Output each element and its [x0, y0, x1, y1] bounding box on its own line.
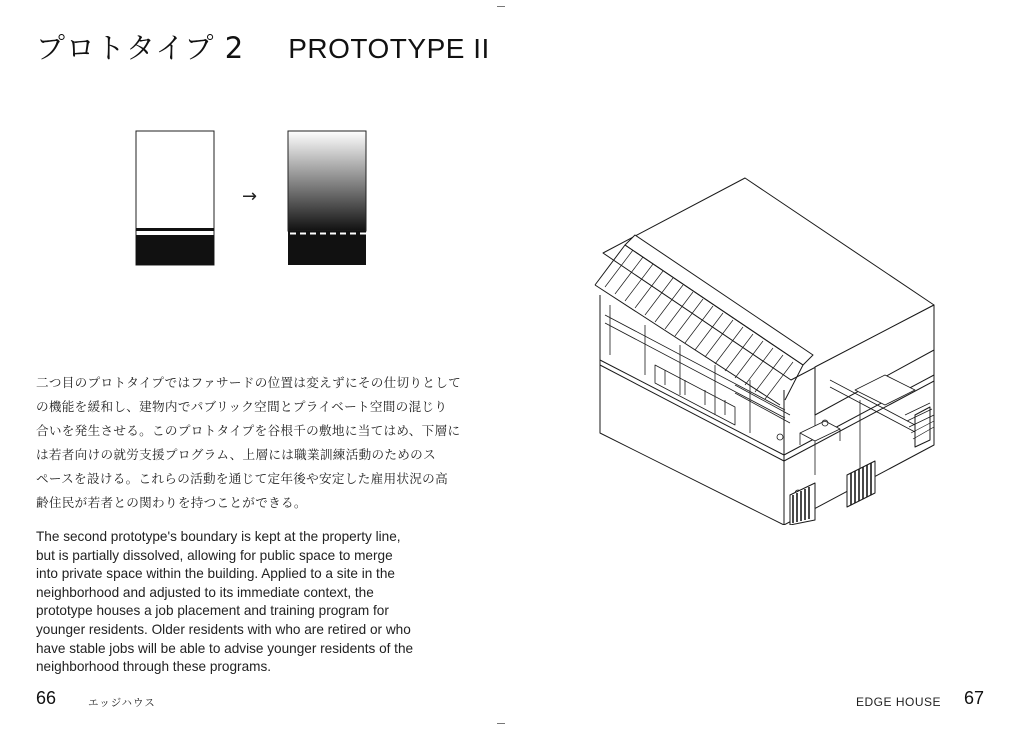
diagram-after [288, 131, 366, 265]
page-number-left: 66 [36, 688, 57, 708]
body-line: prototype houses a job placement and training program for [36, 603, 389, 619]
boundary-line-solid [136, 228, 214, 231]
crop-mark-bottom [497, 723, 505, 724]
body-line: 合いを発生させる。このプロトタイプを谷根千の敷地に当てはめ、下層に [36, 423, 461, 438]
crop-mark-top [497, 6, 505, 7]
gradient-block [288, 131, 366, 231]
body-line: have stable jobs will be able to advise younger residents of the [36, 640, 414, 656]
body-line: neighborhood and adjusted to its immediate context, the [36, 584, 374, 600]
page-title-japanese: プロトタイプ 2 [36, 31, 245, 65]
body-line: 齢住民が若者との関わりを持つことができる。 [36, 495, 307, 510]
page-number-right: 67 [964, 688, 985, 708]
body-line: ペースを設ける。これらの活動を通じて定年後や安定した雇用状況の高 [36, 471, 448, 486]
body-line: The second prototype's boundary is kept at the property line, [36, 529, 401, 544]
body-line: younger residents. Older residents with who are retired or who [36, 621, 411, 637]
body-line: neighborhood through these programs. [36, 659, 272, 675]
isometric-building-drawing [585, 175, 945, 525]
page-title [36, 26, 490, 67]
body-line: は若者向けの就労支援プログラム、上層には職業訓練活動のためのス [36, 447, 436, 462]
body-text-japanese [36, 371, 476, 515]
arrow-right-icon: → [242, 186, 258, 207]
page-title-english: PROTOTYPE II [288, 33, 490, 64]
running-head-right: EDGE HOUSE [856, 695, 942, 709]
ground-floor-block-after [288, 231, 366, 265]
diagram-before [136, 131, 214, 265]
body-line: 二つ目のプロトタイプではファサードの位置は変えずにその仕切りとして [36, 375, 461, 390]
body-text-english [36, 528, 476, 677]
body-line: into private space within the building. Applied to a site in the [36, 566, 395, 582]
body-line: の機能を緩和し、建物内でパブリック空間とプライベート空間の混じり [36, 399, 448, 414]
concept-diagram [130, 126, 375, 271]
body-line: but is partially dissolved, allowing for public space to merge [36, 547, 393, 563]
ground-floor-block [136, 235, 214, 265]
running-head-left: エッジハウス [88, 697, 156, 709]
